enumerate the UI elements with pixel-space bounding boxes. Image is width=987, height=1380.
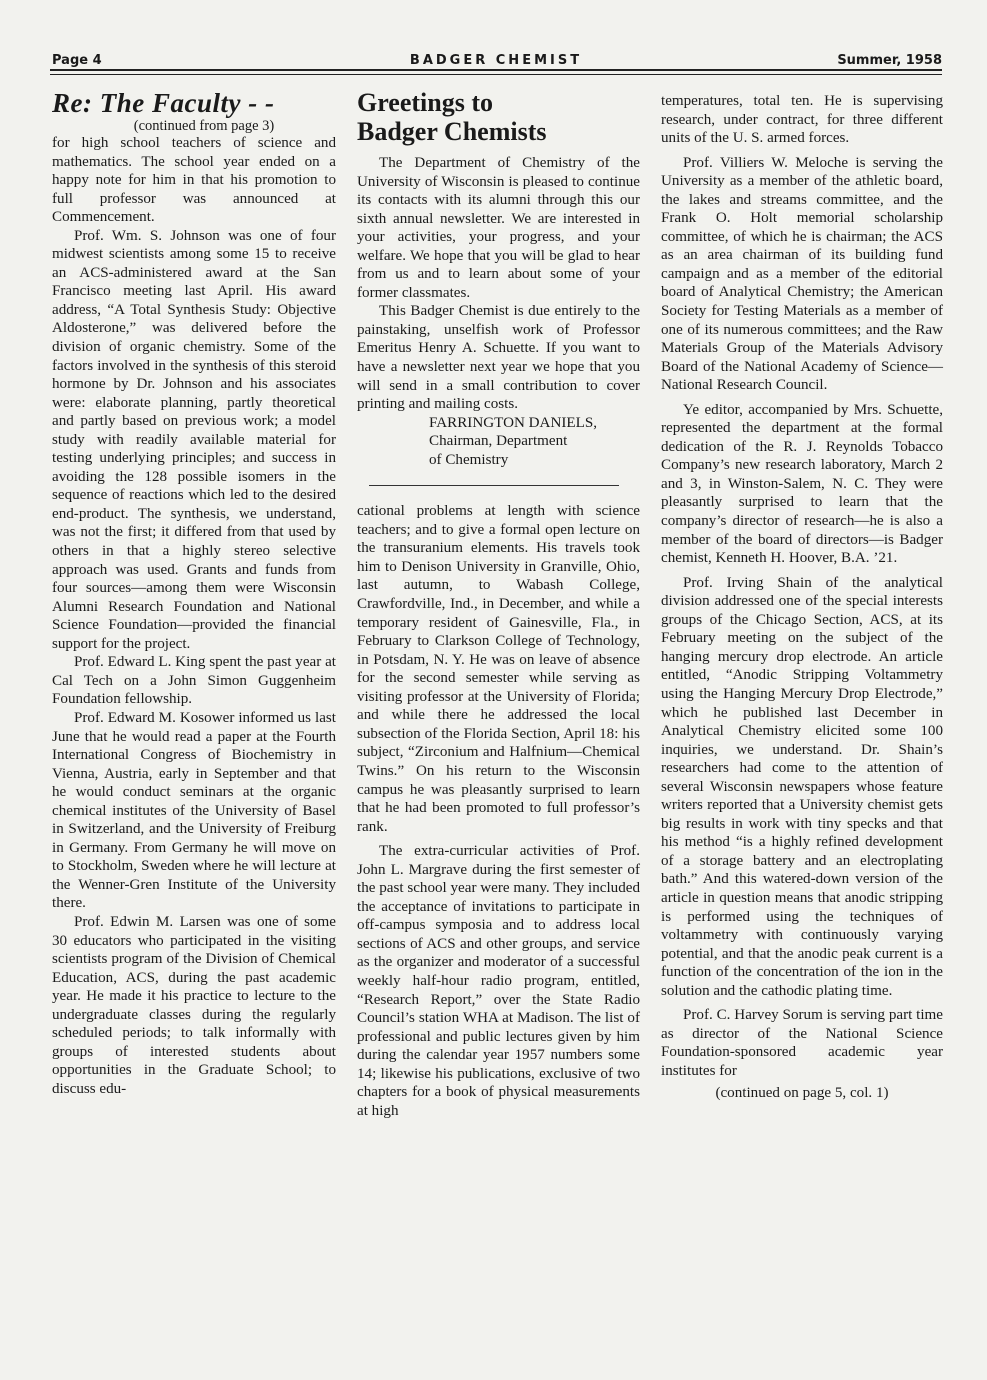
article-paragraph: Prof. C. Harvey Sorum is serving part time as director of the National Science Foundation-sponsored academic year institutes for [661, 1007, 943, 1079]
column-1 [52, 88, 336, 1098]
article-paragraph: temperatures, total ten. He is supervising research, under contract, for three different units of the U. S. armed forces. [661, 93, 943, 147]
greetings-paragraph: This Badger Chemist is due entirely to the painstaking, unselfish work of Professor Emeritus Henry A. Schuette. If you want to have a newsletter next year we hope that you will send in a small contribution to cover printing and mailing costs. [357, 303, 640, 413]
greetings-paragraph: The Department of Chemistry of the University of Wisconsin is pleased to continue its contacts with its alumni through this our sixth annual newsletter. We are interested in your activities, your progress, and your welfare. We hope that you will be glad to hear from us and to learn about some of your former classmates. [357, 155, 640, 301]
article-paragraph: cational problems at length with science teachers; and to give a formal open lecture on the transuranium elements. His travels took him to Denison University in Granville, Ohio, last autumn, to Wabash College, Crawfordville, Ind., in December, and while a temporary resident of Gainesville, Fla., in February to Clarkson College of Technology, in Potsdam, N. Y. He was on leave of absence for the second semester while serving as visiting professor at the University of Florida; and while there he addressed the local subsection of the Florida Section, April 18: his subject, “Zirconium and Halfnium—Chemical Twins.” On his return to the Wisconsin campus he was pleasantly surprised to learn that he had been promoted to full professor’s rank. [357, 503, 640, 835]
article-paragraph: Prof. Edward M. Kosower informed us last June that he would read a paper at the Fourth International Congress of Biochemistry in Vienna, Austria, early in September and that he would conduct seminars at the organic chemical institutes of the University of Basel in Switzerland, and the University of Freiburg in Germany. From Germany he will move on to Stockholm, Sweden where he will lecture at the Wenner-Gren Institute of the University there. [52, 709, 336, 912]
header-rule-thick [50, 69, 942, 71]
header-rule-thin [50, 74, 942, 75]
article-paragraph: for high school teachers of science and mathematics. The school year ended on a happy note for him in that his promotion to full professor was announced at Commencement. [52, 135, 336, 226]
page-number: Page 4 [52, 53, 102, 68]
section-heading-faculty: Re: The Faculty - - [52, 88, 275, 118]
article-paragraph: The extra-curricular activities of Prof. John L. Margrave during the first semester of the past school year were many. They included the acceptance of invitations to participate in off-campus symposia and to address local sections of ACS and other groups, and service as the organizer and moderator of a successful weekly half-hour radio program, entitled, “Research Report,” over the State Radio Council’s station WHA at Madison. The list of professional and public lectures given by him during the calendar year 1957 numbers some 14; likewise his publications, exclusive of two chapters for a book of physical measurements at high [357, 843, 640, 1119]
issue-date: Summer, 1958 [837, 53, 942, 68]
continued-from-note: (continued from page 3) [133, 118, 275, 134]
greetings-heading-line2: Badger Chemists [357, 117, 547, 146]
column-2 [357, 88, 640, 1120]
signature-name: FARRINGTON DANIELS, [429, 414, 597, 431]
signature-title: of Chemistry [429, 451, 509, 468]
signature-title: Chairman, Department [429, 433, 568, 450]
article-paragraph: Prof. Wm. S. Johnson was one of four midwest scientists among some 15 to receive an ACS-administered award at the San Francisco meeting last April. His award address, “A Total Synthesis Study: Objective Aldosterone,” was delivered before the division of organic chemistry. Some of the factors involved in the synthesis of this steroid hormone by Dr. Johnson and his associates were: elaborate planning, partly theoretical and partly based on previous work; a model study with readily available material for testing underlying principles; and success in avoiding the 128 possible isomers in the sequence of reactions which led to the desired end-product. The synthesis, we understand, was not the first; it differed from that used by others in that a highly stereo selective approach was used. Grants and funds from four sources—among them were Wisconsin Alumni Research Foundation and National Science Foundation—provided the financial support for the project. [52, 227, 336, 652]
column-divider [369, 485, 619, 486]
greetings-heading [357, 88, 640, 146]
greetings-heading-line1: Greetings to [357, 88, 493, 117]
article-paragraph: Ye editor, accompanied by Mrs. Schuette, represented the department at the formal dedication of the R. J. Reynolds Tobacco Company’s new research laboratory, March 2 and 3, in Winston-Salem, N. C. They were pleasantly surprised to learn that the company’s director of research—he is also a member of the board of directors—is Badger chemist, Kenneth H. Hoover, B.A. ’21. [661, 401, 943, 567]
article-paragraph: Prof. Irving Shain of the analytical division addressed one of the special interests groups of the Chicago Section, ACS, at its February meeting on the subject of the hanging mercury drop electrode. An article entitled, “Anodic Stripping Voltammetry using the Hanging Mercury Drop Electrode,” which he published last December in Analytical Chemistry elicited some 100 inquiries, we understand. Dr. Shain’s researchers had come to the attention of several Wisconsin newspapers whose feature writers reported that a University chemist gets big results in work with tiny specks and that his method “is a highly refined development of a storage battery and an electroplating bath.” And this watered-down version of the article in question means that anodic stripping is performed using the techniques of voltammetry with continuously varying potential, and that the anodic peak current is a function of the concentration of the ion in the solution and the cathodic plating time. [661, 574, 943, 999]
article-paragraph: Prof. Edwin M. Larsen was one of some 30 educators who participated in the visiting scientists program of the Division of Chemical Education, ACS, during the past academic year. He made it his practice to lecture to the undergraduate classes during the regularly scheduled periods; to talk informally with groups of interested students about opportunities in the Graduate School; to discuss edu- [52, 913, 336, 1097]
page-header [50, 50, 942, 70]
continued-on-note: (continued on page 5, col. 1) [715, 1085, 889, 1102]
article-paragraph: Prof. Villiers W. Meloche is serving the University as a member of the athletic board, the lakes and streams committee, and the Frank O. Holt memorial scholarship committee, of which he is chairman; the ACS as an area chairman of its building fund campaign and as a member of the editorial board of Analytical Chemistry; the American Society for Testing Materials as a member of one of its numerous committees; and the Raw Materials Group of the Materials Advisory Board of the National Academy of Science—National Research Council. [661, 154, 943, 394]
column-3 [661, 92, 943, 1103]
masthead-title: BADGER CHEMIST [409, 53, 583, 68]
article-paragraph: Prof. Edward L. King spent the past year at Cal Tech on a John Simon Guggenheim Foundation fellowship. [52, 654, 336, 708]
